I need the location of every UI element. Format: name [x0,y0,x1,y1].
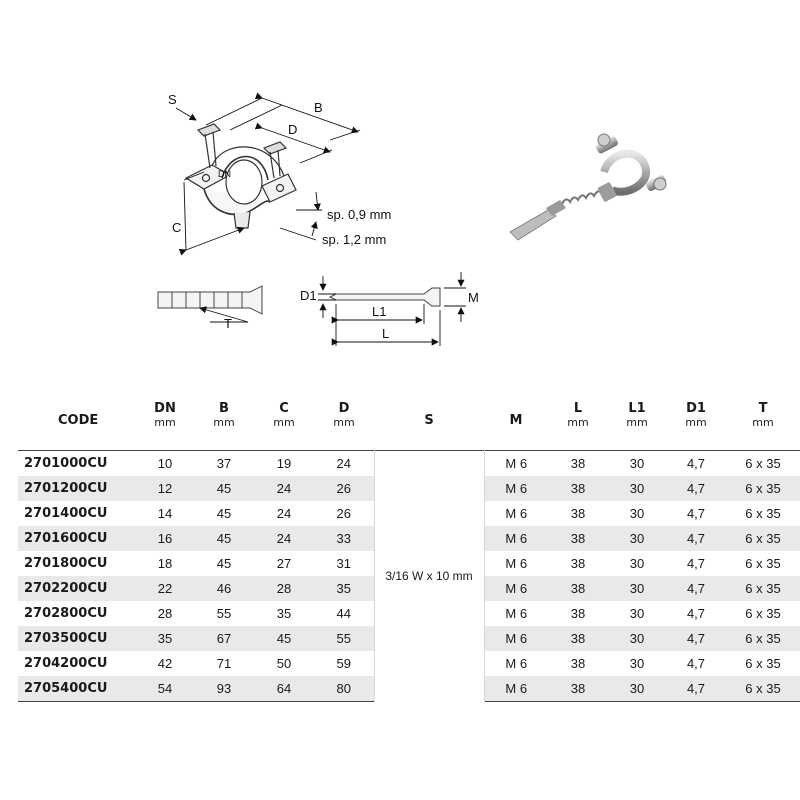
cell-l1: 30 [629,656,645,671]
cell-c: 27 [276,556,292,571]
cell-d: 26 [314,476,374,501]
cell-c: 45 [254,626,314,651]
cell-m: M 6 [484,526,548,551]
header-code: CODE [58,413,99,428]
cell-l1: 30 [608,476,666,501]
cell-d1: 4,7 [686,506,706,521]
header-s: S [424,413,434,428]
cell-t: 6 x 35 [745,606,781,621]
header-dn: DN mm [154,401,176,429]
cell-m: M 6 [505,656,528,671]
header-t: T mm [752,401,774,429]
cell-m: M 6 [484,626,548,651]
cell-m: M 6 [505,556,528,571]
cell-code: 2701400CU [24,506,108,521]
cell-d: 26 [336,506,351,521]
cell-l1: 30 [608,576,666,601]
label-d: D [288,122,298,137]
cell-dn: 14 [157,506,173,521]
cell-l1: 30 [629,506,645,521]
cell-code: 2702200CU [18,576,136,601]
cell-d1: 4,7 [686,456,706,471]
cell-b: 93 [194,676,254,702]
cell-dn: 22 [136,576,194,601]
header-l1: L1 mm [626,401,648,429]
cell-d: 44 [336,606,351,621]
cell-b: 45 [194,526,254,551]
cell-dn: 35 [136,626,194,651]
cell-d1: 4,7 [686,606,706,621]
cell-d: 80 [314,676,374,702]
cell-code: 2705400CU [18,676,136,702]
cell-l: 38 [570,556,586,571]
cell-c: 24 [254,526,314,551]
cell-t: 6 x 35 [745,456,781,471]
cell-c: 50 [276,656,292,671]
cell-l: 38 [548,576,608,601]
table-row [18,451,800,477]
cell-b: 55 [216,606,232,621]
table-header-row [18,402,800,451]
cell-t: 6 x 35 [726,676,800,702]
header-l: L mm [567,401,589,429]
cell-l: 38 [548,526,608,551]
header-c: C mm [273,401,295,429]
cell-dn: 28 [157,606,173,621]
cell-l1: 30 [608,626,666,651]
cell-c: 35 [276,606,292,621]
cell-d: 55 [314,626,374,651]
spec-table [18,402,800,702]
cell-c: 28 [254,576,314,601]
cell-c: 19 [276,456,292,471]
cell-t: 6 x 35 [745,556,781,571]
cell-l: 38 [570,506,586,521]
cell-code: 2701600CU [18,526,136,551]
cell-b: 67 [194,626,254,651]
cell-code: 2703500CU [18,626,136,651]
cell-d: 31 [336,556,351,571]
cell-m: M 6 [505,506,528,521]
cell-code: 2701200CU [18,476,136,501]
label-l1: L1 [372,304,387,319]
header-d1: D1 mm [685,401,707,429]
header-b: B mm [213,401,235,429]
label-m: M [468,290,479,305]
cell-d1: 4,7 [666,476,726,501]
cell-l1: 30 [629,606,645,621]
cell-m: M 6 [484,676,548,702]
label-b: B [314,100,323,115]
cell-dn: 42 [157,656,173,671]
cell-d: 59 [336,656,351,671]
cell-d1: 4,7 [666,576,726,601]
product-photo [0,0,800,380]
cell-t: 6 x 35 [745,506,781,521]
cell-c: 24 [254,476,314,501]
cell-d1: 4,7 [686,556,706,571]
cell-code: 2701000CU [24,456,108,471]
cell-t: 6 x 35 [726,576,800,601]
cell-dn: 12 [136,476,194,501]
cell-m: M 6 [484,576,548,601]
cell-b: 37 [216,456,232,471]
cell-code: 2701800CU [24,556,108,571]
cell-l1: 30 [629,456,645,471]
label-sp1: sp. 0,9 mm [327,207,392,222]
cell-l: 38 [570,456,586,471]
cell-l: 38 [548,476,608,501]
cell-dn: 18 [157,556,173,571]
cell-m: M 6 [505,456,528,471]
cell-l: 38 [570,656,586,671]
cell-b: 45 [194,476,254,501]
cell-dn: 16 [136,526,194,551]
cell-l: 38 [570,606,586,621]
header-d: D mm [333,401,355,429]
cell-d: 35 [314,576,374,601]
label-l: L [382,326,390,341]
cell-m: M 6 [505,606,528,621]
cell-b: 71 [216,656,232,671]
cell-c: 64 [254,676,314,702]
cell-dn: 10 [157,456,173,471]
cell-t: 6 x 35 [726,526,800,551]
label-s: S [168,92,177,107]
cell-s: 3/16 W x 10 mm [374,451,484,702]
cell-d1: 4,7 [686,656,706,671]
cell-b: 45 [216,506,232,521]
cell-l1: 30 [608,676,666,702]
cell-d1: 4,7 [666,626,726,651]
label-dn: DN [218,169,231,179]
cell-m: M 6 [484,476,548,501]
cell-d1: 4,7 [666,526,726,551]
cell-code: 2702800CU [24,606,108,621]
cell-l1: 30 [608,526,666,551]
label-t: T [224,316,232,331]
label-d1: D1 [300,288,317,303]
cell-l: 38 [548,626,608,651]
cell-dn: 54 [136,676,194,702]
cell-t: 6 x 35 [745,656,781,671]
cell-t: 6 x 35 [726,476,800,501]
cell-code: 2704200CU [24,656,108,671]
cell-t: 6 x 35 [726,626,800,651]
label-sp2: sp. 1,2 mm [322,232,387,247]
cell-c: 24 [276,506,292,521]
label-c: C [172,220,182,235]
cell-b: 46 [194,576,254,601]
cell-b: 45 [216,556,232,571]
cell-d: 33 [314,526,374,551]
cell-d1: 4,7 [666,676,726,702]
cell-l: 38 [548,676,608,702]
header-m: M [509,413,523,428]
cell-l1: 30 [629,556,645,571]
cell-d: 24 [336,456,351,471]
